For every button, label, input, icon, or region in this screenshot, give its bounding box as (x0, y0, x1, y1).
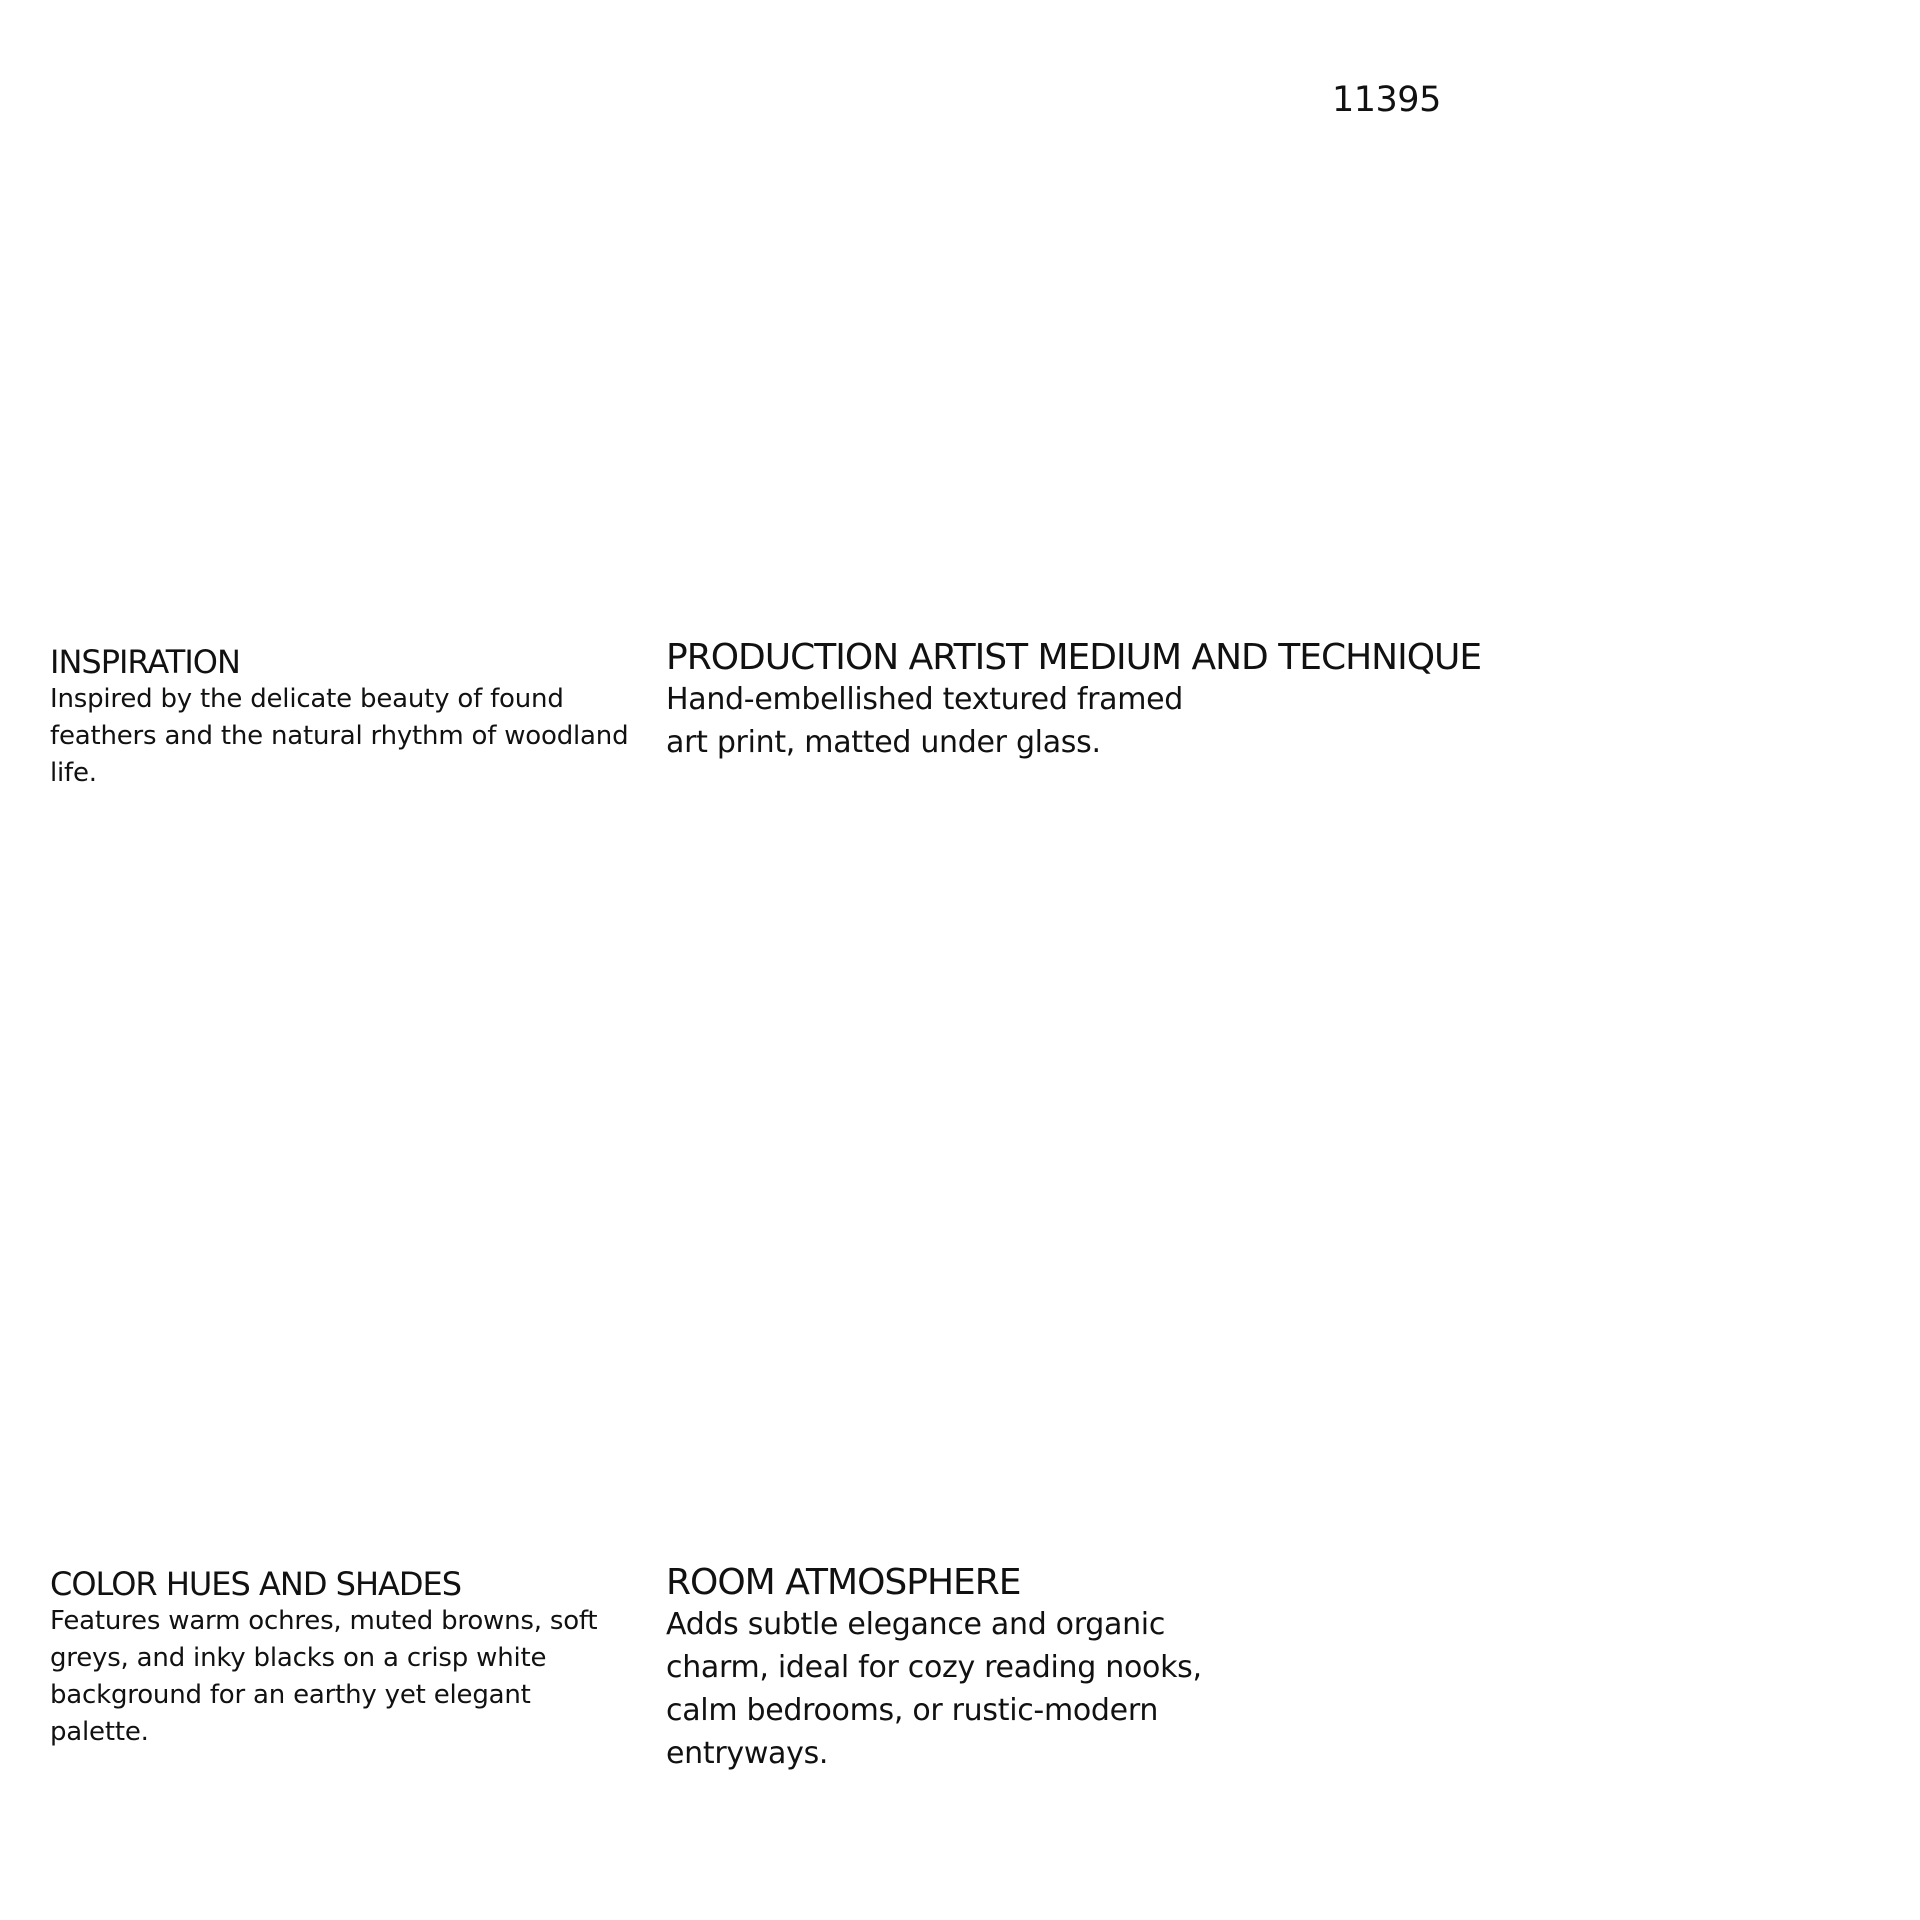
color-hues-body: Features warm ochres, muted browns, soft greys, and inky blacks on a crisp white background for an earthy yet elegant palette. (50, 1606, 598, 1747)
room-atmosphere-heading: ROOM ATMOSPHERE (666, 1562, 1021, 1603)
inspiration-body: Inspired by the delicate beauty of found feathers and the natural rhythm of woodland life. (50, 684, 629, 788)
color-hues-heading: COLOR HUES AND SHADES (50, 1565, 462, 1603)
inspiration-heading: INSPIRATION (50, 643, 240, 681)
color-hues-section (50, 1565, 630, 1751)
inspiration-section (50, 643, 630, 792)
medium-technique-section (666, 637, 1482, 764)
medium-technique-heading: PRODUCTION ARTIST MEDIUM AND TECHNIQUE (666, 637, 1482, 678)
page-number: 11395 (1332, 80, 1441, 120)
medium-technique-body: Hand-embellished textured framed art print, matted under glass. (666, 682, 1184, 760)
room-atmosphere-body: Adds subtle elegance and organic charm, ideal for cozy reading nooks, calm bedrooms, or rustic-modern entryways. (666, 1607, 1202, 1771)
room-atmosphere-section (666, 1563, 1226, 1775)
